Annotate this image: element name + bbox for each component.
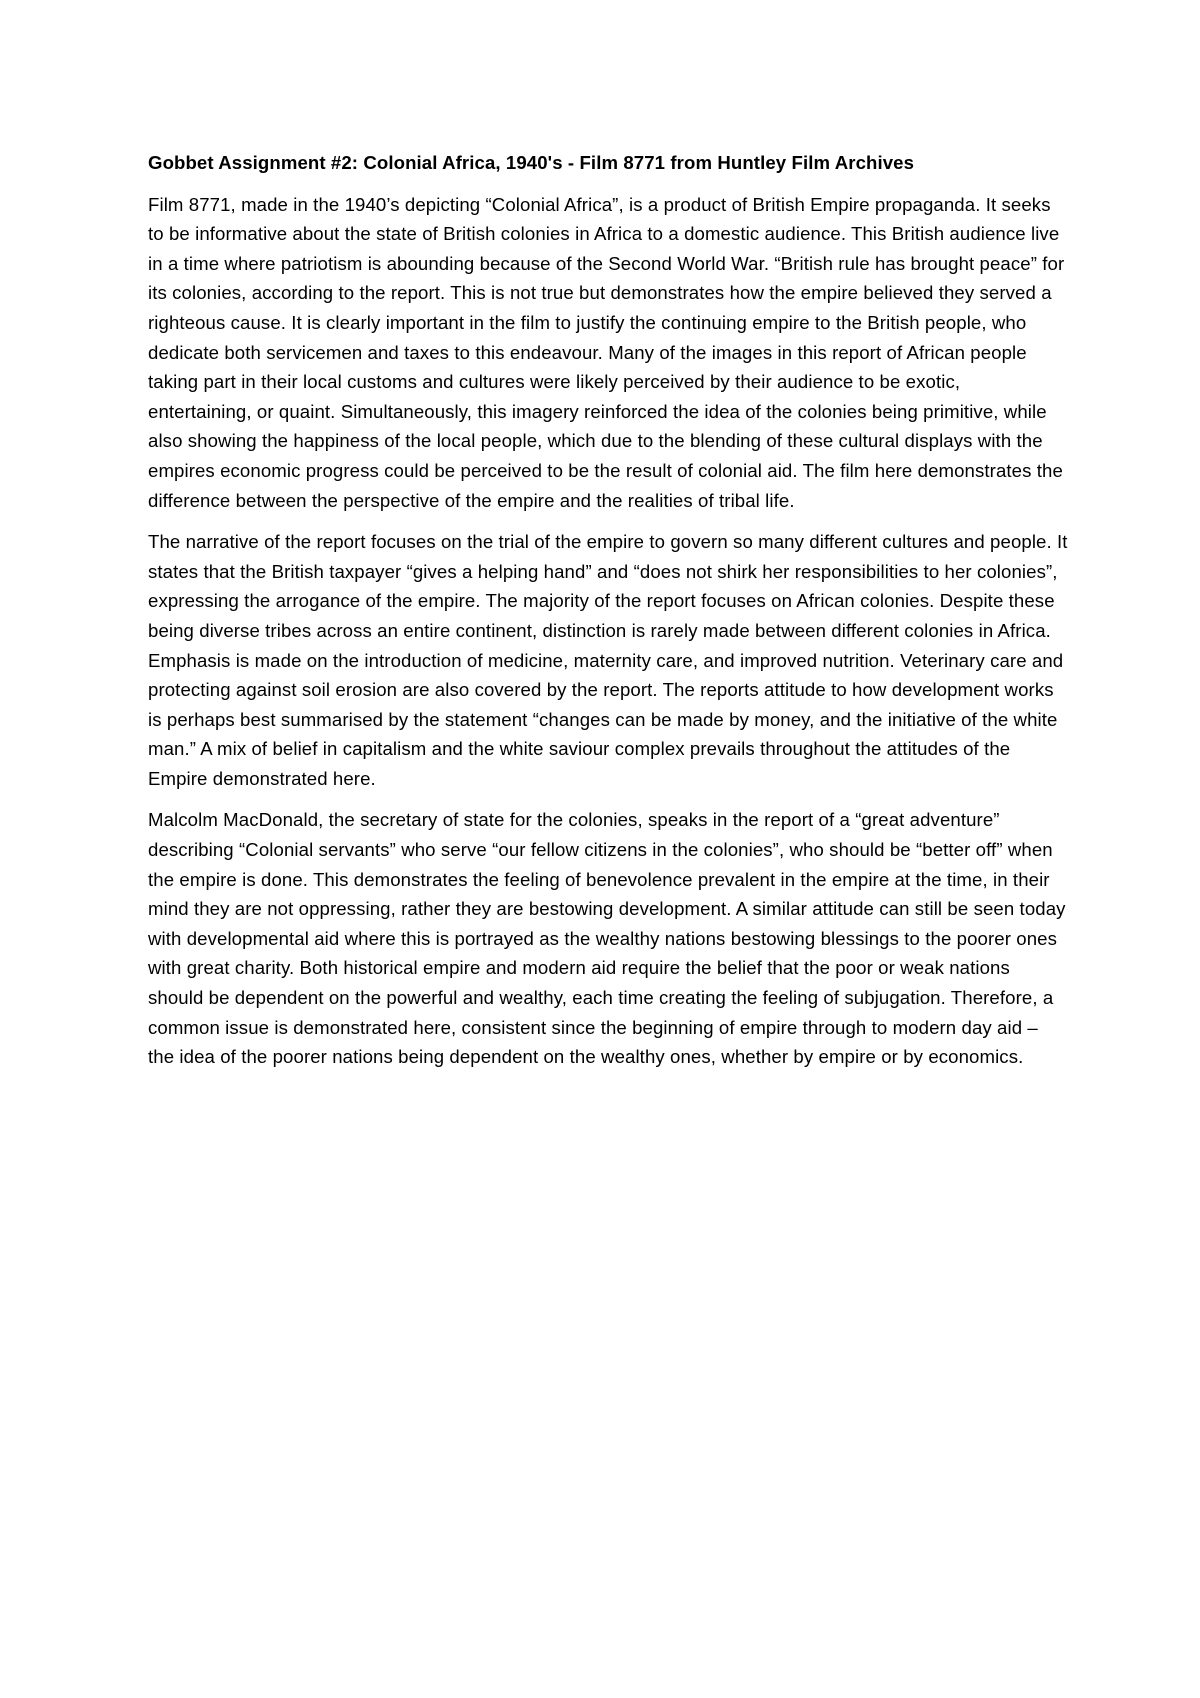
paragraph-3: Malcolm MacDonald, the secretary of state for the colonies, speaks in the report of a “great adventure” describing “Colonial servants” who serve “our fellow citizens in the colonies”, who should be “better off” when the empire is done. This demonstrates the feeling of benevolence prevalent in the empire at the time, in their mind they are not oppressing, rather they are bestowing development. A similar attitude can still be seen today with developmental aid where this is portrayed as the wealthy nations bestowing blessings to the poorer ones with great charity. Both historical empire and modern aid require the belief that the poor or weak nations should be dependent on the powerful and wealthy, each time creating the feeling of subjugation. Therefore, a common issue is demonstrated here, consistent since the beginning of empire through to modern day aid – the idea of the poorer nations being dependent on the wealthy ones, whether by empire or by economics.: [148, 809, 1066, 1068]
document-body: [148, 148, 1068, 1084]
paragraph-2: The narrative of the report focuses on the trial of the empire to govern so many different cultures and people. It states that the British taxpayer “gives a helping hand” and “does not shirk her responsibilities to her colonies”, expressing the arrogance of the empire. The majority of the report focuses on African colonies. Despite these being diverse tribes across an entire continent, distinction is rarely made between different colonies in Africa. Emphasis is made on the introduction of medicine, maternity care, and improved nutrition. Veterinary care and protecting against soil erosion are also covered by the report. The reports attitude to how development works is perhaps best summarised by the statement “changes can be made by money, and the initiative of the white man.” A mix of belief in capitalism and the white saviour complex prevails throughout the attitudes of the Empire demonstrated here.: [148, 531, 1068, 789]
paragraph-1: Film 8771, made in the 1940’s depicting “Colonial Africa”, is a product of British Empire propaganda. It seeks to be informative about the state of British colonies in Africa to a domestic audience. This British audience live in a time where patriotism is abounding because of the Second World War. “British rule has brought peace” for its colonies, according to the report. This is not true but demonstrates how the empire believed they served a righteous cause. It is clearly important in the film to justify the continuing empire to the British people, who dedicate both servicemen and taxes to this endeavour. Many of the images in this report of African people taking part in their local customs and cultures were likely perceived by their audience to be exotic, entertaining, or quaint. Simultaneously, this imagery reinforced the idea of the colonies being primitive, while also showing the happiness of the local people, which due to the blending of these cultural displays with the empires economic progress could be perceived to be the result of colonial aid. The film here demonstrates the difference between the perspective of the empire and the realities of tribal life.: [148, 193, 1065, 511]
document-title: Gobbet Assignment #2: Colonial Africa, 1940's - Film 8771 from Huntley Film Archives: [148, 152, 915, 173]
